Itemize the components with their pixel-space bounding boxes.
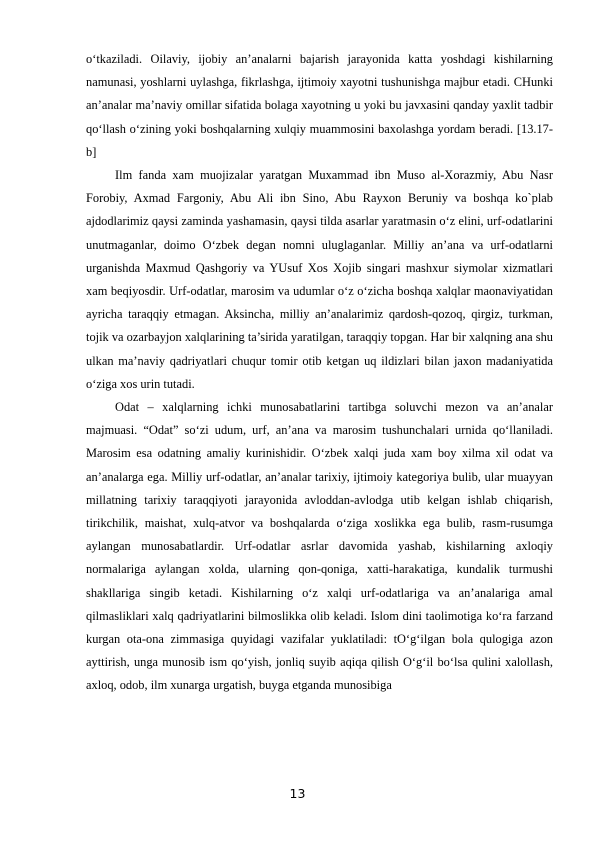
paragraph-customs: Odat – xalqlarning ichki munosabatlarini tartibga soluvchi mezon va an’analar majmuasi. “Odat” so‘zi udum, urf, an’ana va marosim tushunchalari urnida qo‘llaniladi. Marosim esa odatning amaliy kurinishidir. O‘zbek xalqi juda xam boy xilma xil odat va an’analarga ega. Milliy urf-odatlar, an’analar tarixiy, ijtimoiy kategoriya bulib, ular muayyan millatning tarixiy taraqqiyoti jarayonida avloddan-avlodga utib kelgan ishlab chiqarish, tirikchilik, maishat, xulq-atvor va boshqalarda o‘ziga xoslikka ega bulib, rasm-rusumga aylangan munosabatlardir. Urf-odatlar asrlar davomida yashab, kishilarning axloqiy normalariga aylangan xolda, ularning qon-qoniga, xatti-harakatiga, kundalik turmushi shakllariga singib ketadi. Kishilarning o‘z xalqi urf-odatlariga va an’analariga amal qilmasliklari xalq qadriyatlarini bilmoslikka olib keladi. Islom dini taolimotiga ko‘ra farzand kurgan ota-ona zimmasiga quyidagi vazifalar yuklatiladi: tO‘g‘ilgan bola qulogiga azon ayttirish, unga munosib ism qo‘yish, jonliq suyib aqiqa qilish O‘g‘il bo‘lsa qulini xalollash, axloq, odob, ilm xunarga urgatish, buyga etganda munosibiga [86,400,553,693]
paragraph-continuation: o‘tkaziladi. Oilaviy, ijobiy an’analarni bajarish jarayonida katta yoshdagi kishilarning namunasi, yoshlarni uylashga, fikrlashga, ijtimoiy xayotni tushunishga majbur etadi. CHunki an’analar ma’naviy omillar sifatida bolaga xayotning u yoki bu javxasini qanday yaxlit tadbir qo‘llash o‘zining yoki boshqalarning xulqiy muammosini baxolashga yordam beradi. [13.17-b] [86,52,553,159]
body-text [86,48,553,698]
page-number: 13 [289,786,306,801]
paragraph-scholars: Ilm fanda xam muojizalar yaratgan Muxammad ibn Muso al-Xorazmiy, Abu Nasr Forobiy, Axmad Fargoniy, Abu Ali ibn Sino, Abu Rayxon Beruniy va boshqa ko`plab ajdodlarimiz qaysi zaminda yashamasin, qaysi tilda asarlar yaratmasin o‘z elini, urf-odatlarini unutmaganlar, doimo O‘zbek degan nomni uluglaganlar. Milliy an’ana va urf-odatlarni urganishda Maxmud Qashgoriy va YUsuf Xos Xojib singari mashxur siymolar xizmatlari xam beqiyosdir. Urf-odatlar, marosim va udumlar o‘z o‘zicha boshqa xalqlar maonaviyatidan ayricha taraqqiy etmagan. Aksincha, milliy an’analarimiz qardosh-qozoq, qirgiz, turkman, tojik va ozarbayjon xalqlarining ta’sirida yaratilgan, taraqqiy topgan. Har bir xalqning ana shu ulkan ma’naviy qadriyatlari chuqur tomir otib ketgan uq ildizlari bilan jaxon madaniyatida o‘ziga xos urin tutadi. [86,168,553,391]
